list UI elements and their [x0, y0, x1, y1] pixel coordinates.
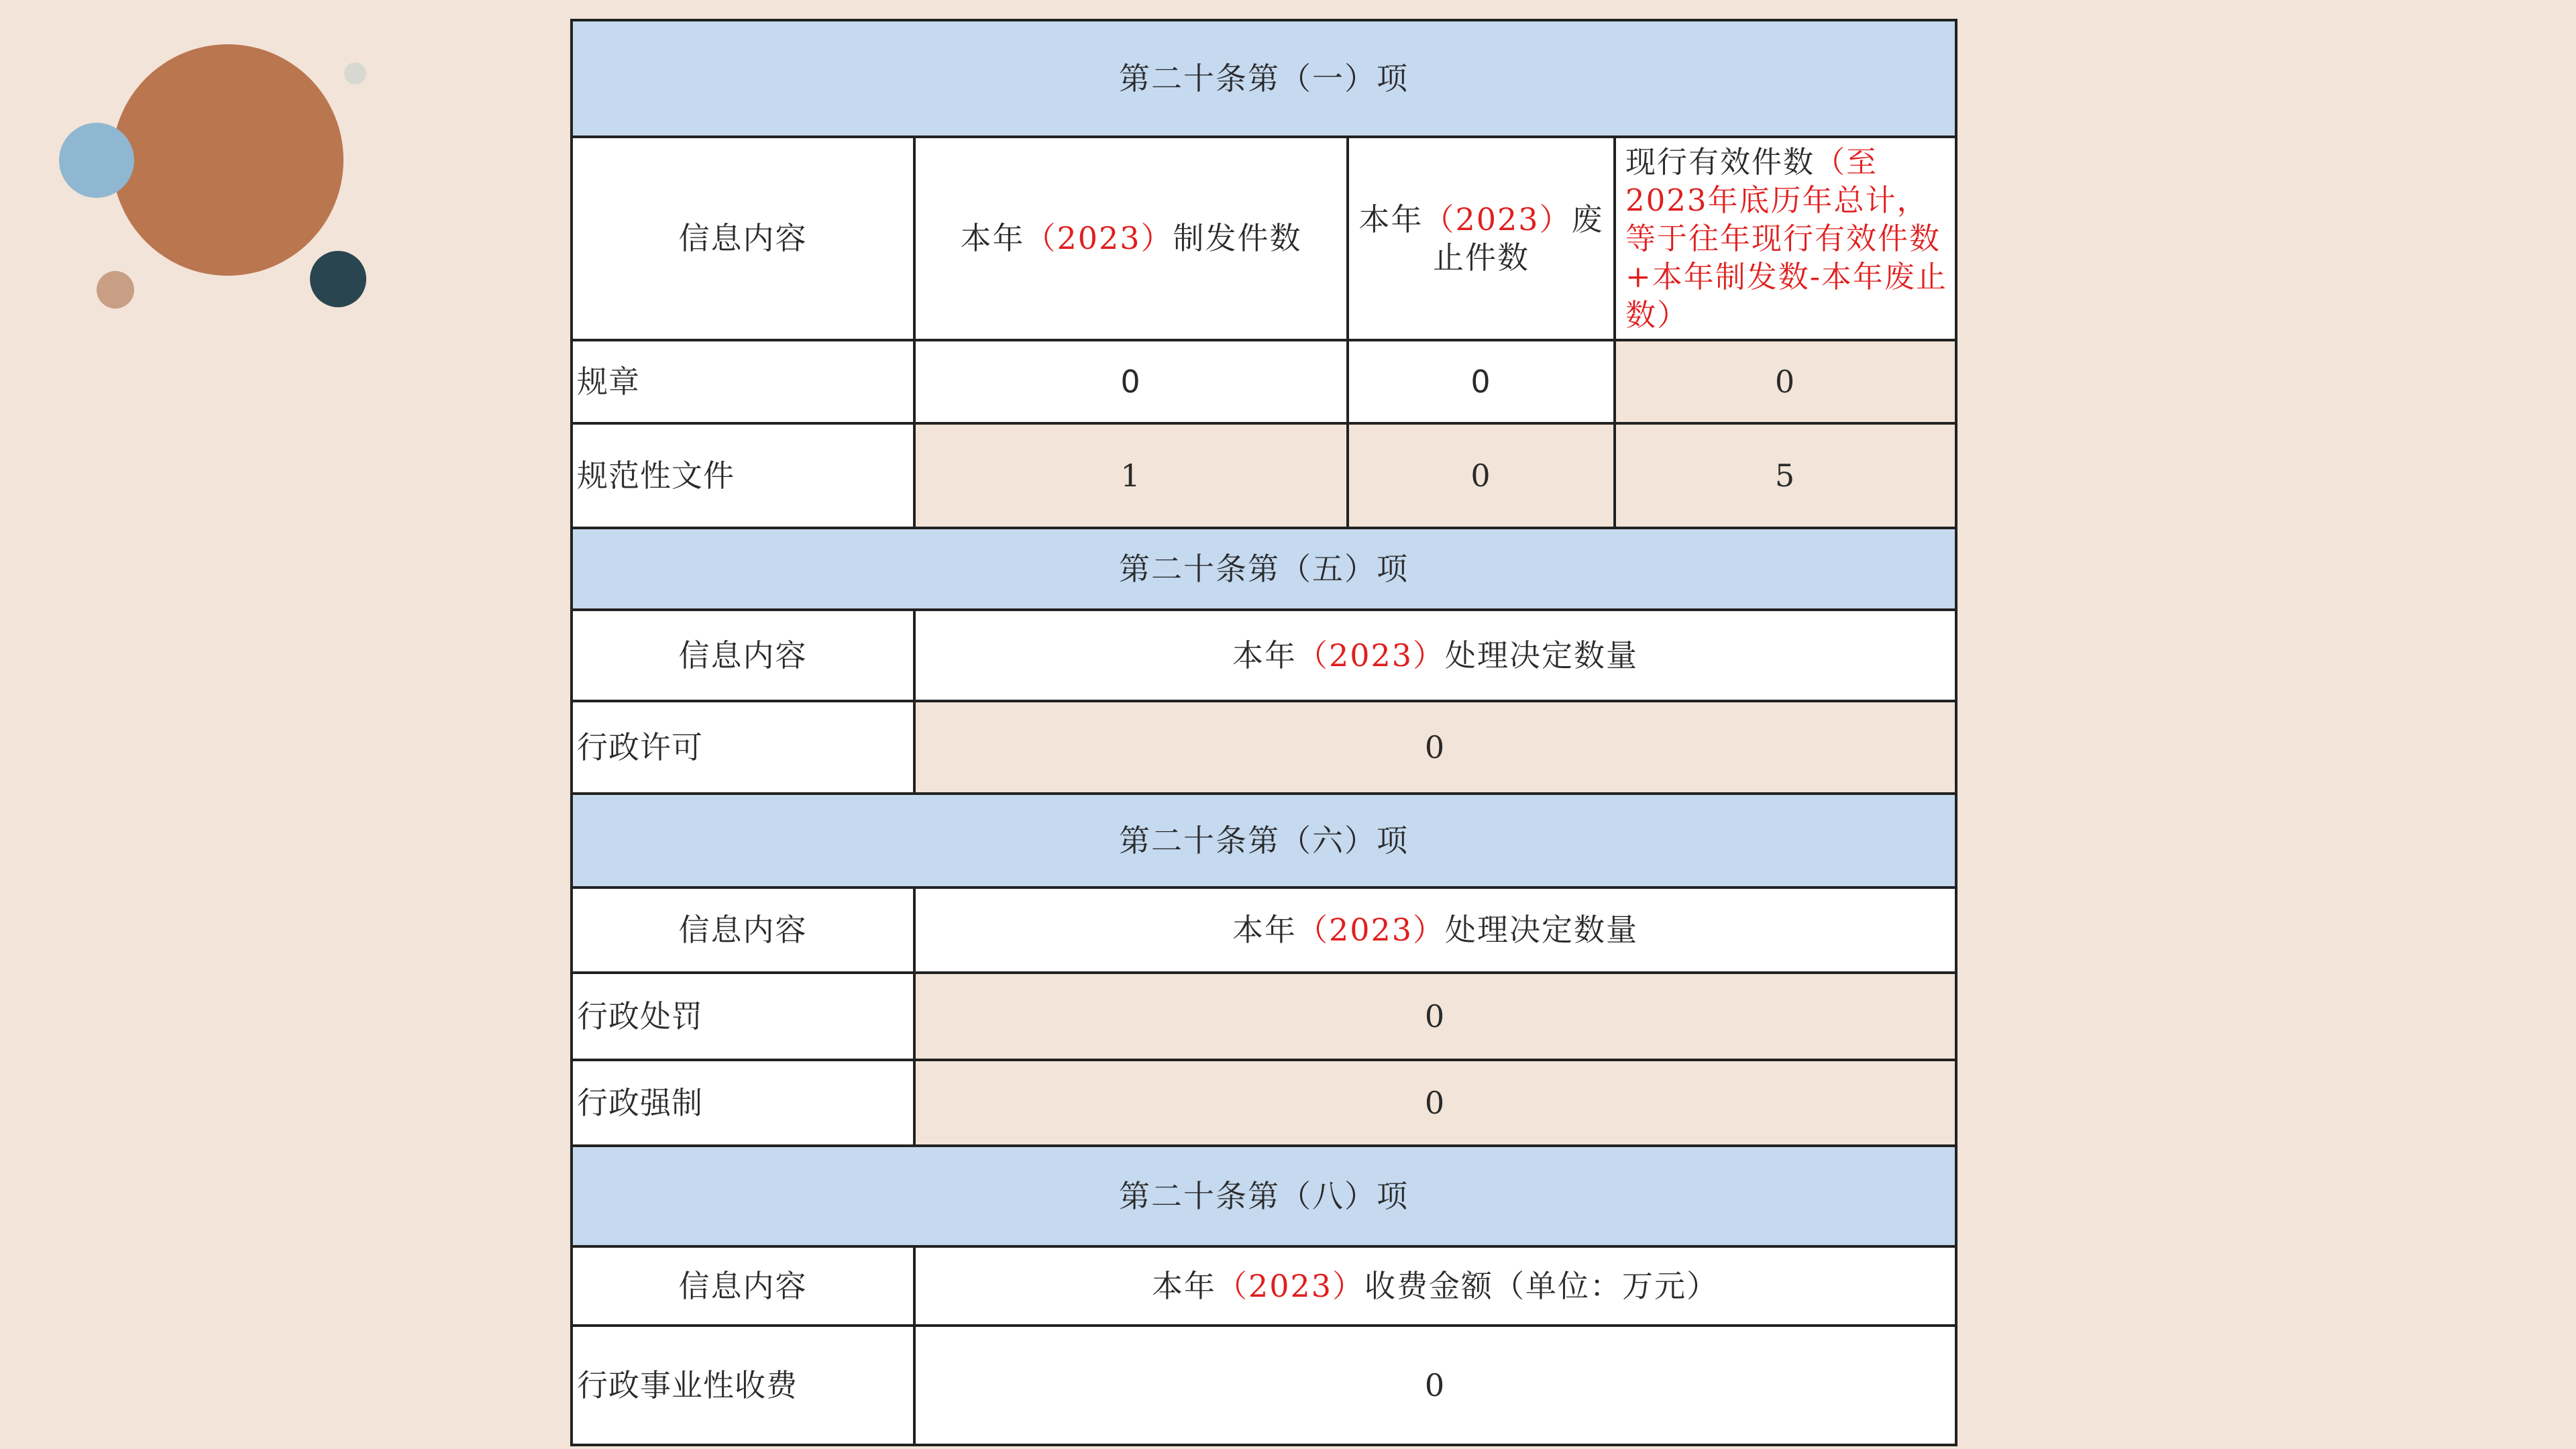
decor-circle-dark	[310, 251, 366, 307]
cell-regulations-abolished: 0	[1348, 340, 1615, 423]
year-highlight: （2023）	[1296, 637, 1446, 674]
valid-count-note: （至2023年底历年总计，等于往年现行有效件数+本年制发数-本年废止数）	[1625, 144, 1947, 333]
row-label-administrative-enforcement: 行政强制	[572, 1060, 914, 1146]
column-header-row	[572, 1246, 1956, 1326]
row-label-regulations: 规章	[572, 340, 914, 423]
header-info-content: 信息内容	[572, 888, 914, 973]
row-label-normative-documents: 规范性文件	[572, 423, 914, 528]
year-highlight: （2023）	[1216, 1267, 1365, 1304]
table-row	[572, 973, 1956, 1060]
row-label-administrative-license: 行政许可	[572, 701, 914, 794]
cell-administrative-enforcement-value: 0	[914, 1060, 1956, 1146]
decor-circle-blue	[59, 123, 134, 198]
column-header-row	[572, 888, 1956, 973]
section-header-row	[572, 20, 1956, 137]
table-row	[572, 423, 1956, 528]
decor-circle-tan	[97, 271, 134, 309]
header-abolished-count: 本年（2023）废止件数	[1348, 137, 1615, 340]
header-info-content: 信息内容	[572, 1246, 914, 1326]
decor-circle-grey	[344, 62, 366, 85]
header-info-content: 信息内容	[572, 137, 914, 340]
section-header-row	[572, 528, 1956, 610]
header-issued-count: 本年（2023）制发件数	[914, 137, 1348, 340]
section-header-row	[572, 1146, 1956, 1246]
cell-normative-abolished: 0	[1348, 423, 1615, 528]
cell-normative-valid: 5	[1615, 423, 1956, 528]
disclosure-table	[570, 19, 1957, 1446]
year-highlight: （2023）	[1296, 912, 1446, 949]
row-label-administrative-fees: 行政事业性收费	[572, 1326, 914, 1445]
row-label-administrative-penalty: 行政处罚	[572, 973, 914, 1060]
table-row	[572, 701, 1956, 794]
cell-administrative-fees-value: 0	[914, 1326, 1956, 1445]
column-header-row	[572, 137, 1956, 340]
cell-normative-issued: 1	[914, 423, 1348, 528]
column-header-row	[572, 610, 1956, 701]
header-decision-count: 本年（2023）处理决定数量	[914, 888, 1956, 973]
cell-administrative-license-value: 0	[914, 701, 1956, 794]
header-info-content: 信息内容	[572, 610, 914, 701]
year-highlight: （2023）	[1024, 220, 1173, 257]
year-highlight: （2023）	[1423, 201, 1572, 238]
table-row	[572, 1326, 1956, 1445]
section-header-row	[572, 794, 1956, 888]
header-fee-amount: 本年（2023）收费金额（单位：万元）	[914, 1246, 1956, 1326]
section-title-article-20-1: 第二十条第（一）项	[572, 20, 1956, 137]
decor-circle-large	[112, 44, 343, 276]
section-title-article-20-5: 第二十条第（五）项	[572, 528, 1956, 610]
table-row	[572, 340, 1956, 423]
section-title-article-20-8: 第二十条第（八）项	[572, 1146, 1956, 1246]
table-row	[572, 1060, 1956, 1146]
cell-administrative-penalty-value: 0	[914, 973, 1956, 1060]
header-valid-count: 现行有效件数（至2023年底历年总计，等于往年现行有效件数+本年制发数-本年废止数）	[1615, 137, 1956, 340]
section-title-article-20-6: 第二十条第（六）项	[572, 794, 1956, 888]
header-decision-count: 本年（2023）处理决定数量	[914, 610, 1956, 701]
cell-regulations-valid: 0	[1615, 340, 1956, 423]
cell-regulations-issued: 0	[914, 340, 1348, 423]
